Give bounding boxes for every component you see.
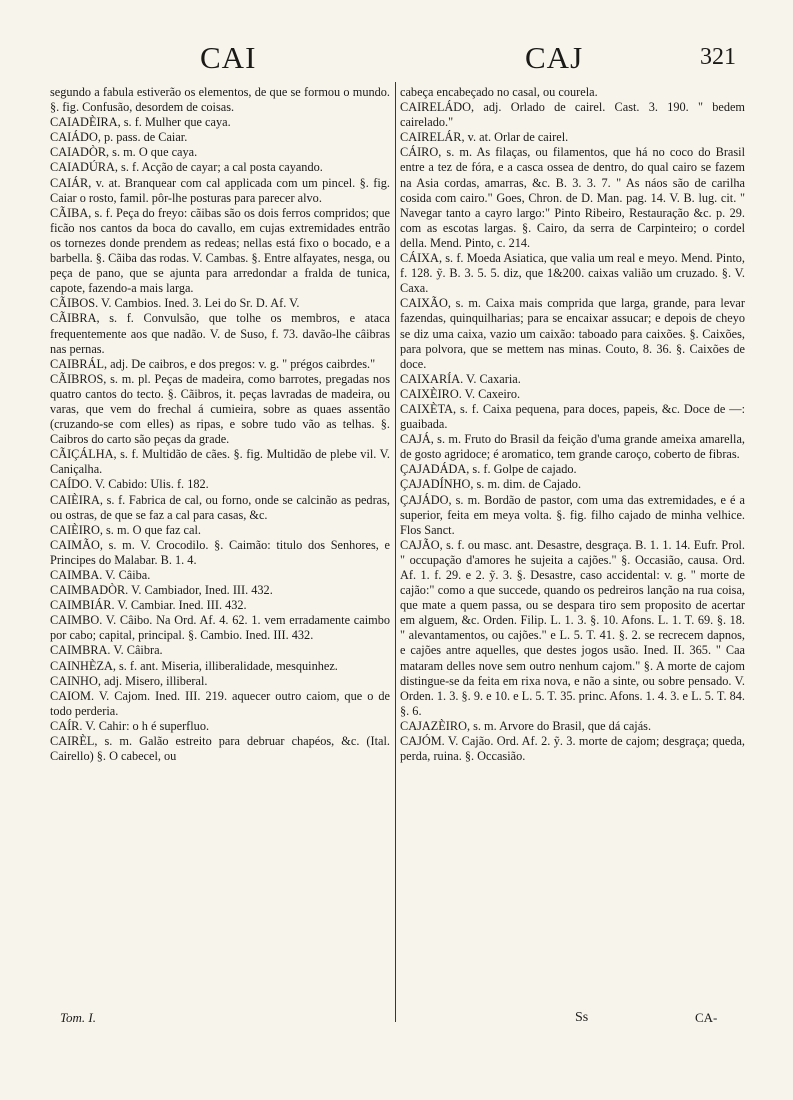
entry: cabeça encabeçado no casal, ou courela.: [400, 85, 598, 99]
entry: CAIXÃO, s. m. Caixa mais comprida que larga, grande, para levar fazendas, quinquilharias; para se encaixar assucar; e depois de cheyo se diz uma caixa, vazio um caixão: taboado para caixões. §. Caixões, para polvora, que se mettem nas minas. Couto, 8. 36. §. Caixões de doce.: [400, 296, 745, 371]
entry: CAINHÈZA, s. f. ant. Miseria, illiberalidade, mesquinhez.: [50, 658, 338, 673]
entry: CAINHO, adj. Misero, illiberal.: [50, 673, 208, 688]
entry: CAIOM. V. Cajom. Ined. III. 219. aquecer outro caiom, que o de todo perderia.: [50, 688, 390, 718]
entry: CÃIÇÁLHA, s. f. Multidão de cães. §. fig. Multidão de plebe vil. V. Caniçalha.: [50, 447, 390, 477]
running-head-left: CAI: [200, 40, 257, 75]
entry: CAIÈIRO, s. m. O que faz cal.: [50, 522, 201, 537]
entry: CAIMBO. V. Câibo. Na Ord. Af. 4. 62. 1. vem erradamente caimbo por cabo; capital, principal. §. Cambio. Ined. III. 432.: [50, 613, 390, 643]
entry: CAIADÈIRA, s. f. Mulher que caya.: [50, 115, 231, 130]
entry: CAIRELÁR, v. at. Orlar de cairel.: [400, 130, 569, 145]
entry: CAJÓM. V. Cajão. Ord. Af. 2. ỹ. 3. morte de cajom; desgraça; queda, perda, ruina. §. Occasião.: [400, 734, 745, 764]
left-column: [50, 85, 390, 764]
entry: CAIÁDO, p. pass. de Caiar.: [50, 130, 188, 145]
entry: CÃIBROS, s. m. pl. Peças de madeira, como barrotes, pregadas nos quatro cantos do tecto. §. Cãibros, it. peças lavradas de madeira, ou varas, que vem do frechal á cumieira, sobre as quaes assentão (cruzando-se com elles) as ripas, e sobre tudo vão as telhas. §. Caibros do carto são peças da grade.: [50, 371, 390, 447]
entry: CAIXARÍA. V. Caxaria.: [400, 371, 521, 386]
right-column: [400, 85, 745, 764]
entry: ÇAJADÁDA, s. f. Golpe de cajado.: [400, 462, 577, 477]
catchword: CA-: [695, 1010, 718, 1025]
entry: CAIXÈIRO. V. Caxeiro.: [400, 386, 521, 401]
entry: CAIRÈL, s. m. Galão estreito para debruar chapéos, &c. (Ital. Cairello) §. O cabecel, ou: [50, 734, 390, 764]
entry: CAIMBA. V. Câiba.: [50, 568, 151, 582]
entry: CAJÁ, s. m. Fruto do Brasil da feição d'uma grande ameixa amarella, de gosto agridoce; é aromatico, tem grande caroço, coberto de fibras.: [400, 432, 745, 462]
entry: CÃIBOS. V. Cambios. Ined. 3. Lei do Sr. D. Af. V.: [50, 296, 300, 311]
entry: CAIADÒR, s. m. O que caya.: [50, 145, 198, 160]
entry: CAIRELÁDO, adj. Orlado de cairel. Cast. 3. 190. " bedem cairelado.": [400, 100, 745, 130]
entry: CAIBRÁL, adj. De caibros, e dos pregos: v. g. " prégos caibrdes.": [50, 356, 376, 371]
column-divider: [395, 82, 396, 1022]
running-head-right: CAJ: [525, 40, 584, 75]
entry: CÁIXA, s. f. Moeda Asiatica, que valia um real e meyo. Mend. Pinto, f. 128. ỹ. B. 3. 5. 5. diz, que 1&200. caixas valião um cruzado. §. V. Caxa.: [400, 251, 745, 296]
entry: CAÍR. V. Cahir: o h é superfluo.: [50, 718, 210, 733]
entry: CÁIRO, s. m. As filaças, ou filamentos, que há no coco do Brasil entre a tez de fóra, e a casca ossea de dentro, do qual cairo se fazem na Asia cordas, amarras, &c. B. 3. 3. 7. " As náos são de carilha cosida com cairo." Goes, Chron. de D. Man. pag. 14. V. B. lug. cit. " Navegar tanto a cayro largo:" Pinto Ribeiro, Restauração &c. p. 29. com as escotas largas. §. Cairo, da serra de Carpinteiro; o cordel della. Mend. Pinto, c. 214.: [400, 145, 745, 250]
entry: CAIMBADÒR. V. Cambiador, Ined. III. 432.: [50, 583, 273, 598]
entry: CAJAZÈIRO, s. m. Arvore do Brasil, que dá cajás.: [400, 718, 652, 733]
page-number: 321: [700, 44, 736, 70]
entry: CAJÃO, s. f. ou masc. ant. Desastre, desgraça. B. 1. 1. 14. Eufr. Prol. " occupação d'amores he sujeita a cajões." §. Occasião, causa. Ord. Af. 1. f. 29. e 2. ỹ. 3. §. Desastre, caso accidental: v. g. " morte de cajão:" como a que succede, quando os pedreiros lanção na rua coisa, que mate a quem passa, ou se despara tiro sem proposito de acertar em alguem, &c. Orden. Filip. L. 1. 3. §. 10. Afons. L. 1. T. 69. §. 18. " alevantamentos, ou cajões." e L. 5. T. 41. §. 2. se recrecem dapnos, e cajões antre aquelles, que destes jogos usão. Ined. II. 365. " Caa mataram delles nove sem outro nenhum cajom." §. A morte de cajom distingue-se da feita em rixa nova, e não a sinte, ou sobre pensado. V. Orden. 1. 3. §. 9. e 10. e L. 5. T. 35. princ. Afons. 1. 4. 3. e L. 5. T. 84. §. 6.: [400, 537, 745, 718]
entry: CÃIBA, s. f. Peça do freyo: cãibas são os dois ferros compridos; que ficão nos cantos da boca do cavallo, em cujas extremidades entrão os tornezes donde prendem as redeas; nellas está fixo o bocado, e a barbella. §. Cãiba das rodas. V. Cambas. §. Entre alfayates, nesga, ou peça de pano, que se ajunta para arredondar a fralda de tunica, capote, fazendo-a mais larga.: [50, 205, 390, 296]
entry: CAIÈIRA, s. f. Fabrica de cal, ou forno, onde se calcinão as pedras, ou ostras, de que se faz a cal para casas, &c.: [50, 492, 390, 522]
entry: segundo a fabula estiverão os elementos, de que se formou o mundo. §. fig. Confusão, desordem de coisas.: [50, 85, 390, 115]
entry: ÇAJADÍNHO, s. m. dim. de Cajado.: [400, 477, 582, 492]
entry: CAIADÚRA, s. f. Acção de cayar; a cal posta cayando.: [50, 160, 323, 175]
entry: CAIMBIÁR. V. Cambiar. Ined. III. 432.: [50, 598, 247, 613]
entry: CAIMÃO, s. m. V. Crocodilo. §. Caimão: titulo dos Senhores, e Principes do Malabar. B. 1. 4.: [50, 537, 390, 567]
entry: CÃIBRA, s. f. Convulsão, que tolhe os membros, e ataca frequentemente aos que nadão. V. de Suso, f. 73. davão-lhe câibras nas pernas.: [50, 311, 390, 356]
entry: CAIMBRA. V. Câibra.: [50, 643, 163, 658]
entry: CAÍDO. V. Cabido: Ulis. f. 182.: [50, 477, 209, 492]
entry: ÇAJÁDO, s. m. Bordão de pastor, com uma das extremidades, e é a superior, feita em meya volta. §. fig. filho cajado de minha velhice. Flos Sanct.: [400, 492, 745, 537]
volume-mark: Tom. I.: [60, 1010, 97, 1025]
signature-mark: Ss: [575, 1010, 589, 1025]
entry: CAIXÈTA, s. f. Caixa pequena, para doces, papeis, &c. Doce de —: guaibada.: [400, 401, 745, 432]
entry: CAIÁR, v. at. Branquear com cal applicada com um pincel. §. fig. Caiar o rosto, famil. pôr-lhe posturas para parecer alvo.: [50, 175, 390, 205]
